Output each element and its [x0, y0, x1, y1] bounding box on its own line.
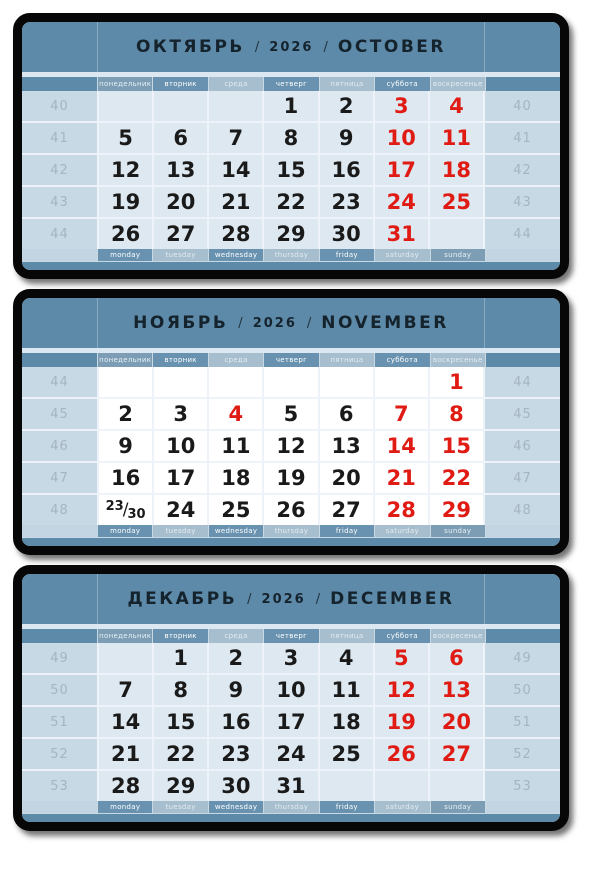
dayname-en-thursday: thursday — [263, 249, 318, 261]
dayname-en-saturday: saturday — [374, 249, 429, 261]
date-cell: 10 — [154, 431, 207, 461]
dayname-en-tuesday: tuesday — [152, 801, 207, 813]
dayname-ru-wednesday: среда — [208, 629, 263, 643]
dayname-en-sunday: sunday — [430, 801, 485, 813]
date-cell: 4 — [430, 91, 483, 121]
weekday-row-right-spacer — [485, 801, 560, 813]
week-number: 53 — [485, 771, 560, 801]
dayname-en-monday: monday — [97, 249, 152, 261]
dates-grid — [22, 91, 560, 249]
date-cell: 28 — [99, 771, 152, 801]
date-cell: 31 — [375, 219, 428, 249]
date-cell: 22 — [264, 187, 317, 217]
dayname-ru-saturday: суббота — [374, 353, 429, 367]
weekday-row-en — [22, 801, 560, 813]
dayname-ru-wednesday: среда — [208, 353, 263, 367]
date-cell: 21 — [99, 739, 152, 769]
date-cell: 3 — [154, 399, 207, 429]
date-cell: 11 — [209, 431, 262, 461]
date-cell: 20 — [430, 707, 483, 737]
weekday-row-ru — [22, 629, 560, 643]
date-cell: 14 — [375, 431, 428, 461]
date-cell: 15 — [264, 155, 317, 185]
week-number: 42 — [22, 155, 97, 185]
date-cell: 7 — [375, 399, 428, 429]
date-cell: 29 — [430, 495, 483, 525]
weekday-row-left-spacer — [22, 353, 97, 367]
date-cell: 25 — [209, 495, 262, 525]
week-number: 47 — [485, 463, 560, 493]
date-cell: 27 — [320, 495, 373, 525]
date-cell: 8 — [430, 399, 483, 429]
weekday-row-right-spacer — [485, 353, 560, 367]
weekday-row-right-spacer — [485, 77, 560, 91]
date-cell: 19 — [99, 187, 152, 217]
weekday-row-left-spacer — [22, 77, 97, 91]
dayname-en-sunday: sunday — [430, 525, 485, 537]
date-cell: 7 — [99, 675, 152, 705]
date-cell: 12 — [99, 155, 152, 185]
combined-date — [106, 500, 146, 520]
empty-date-cell — [154, 367, 207, 397]
week-number: 46 — [22, 431, 97, 461]
date-cell: 21 — [375, 463, 428, 493]
year-label: 2026 — [252, 315, 297, 331]
week-number: 50 — [485, 675, 560, 705]
date-cell: 18 — [320, 707, 373, 737]
weekday-row-ru — [22, 353, 560, 367]
bottom-bar — [22, 261, 560, 270]
dayname-en-monday: monday — [97, 525, 152, 537]
weekday-row-left-spacer — [22, 801, 97, 813]
date-cell: 11 — [320, 675, 373, 705]
combined-date-first: 23 — [105, 498, 124, 514]
dates-grid — [22, 367, 560, 525]
date-cell: 22 — [430, 463, 483, 493]
weekday-row-left-spacer — [22, 525, 97, 537]
dayname-ru-thursday: четверг — [263, 77, 318, 91]
month-name-ru: НОЯБРЬ — [133, 313, 229, 333]
empty-date-cell — [320, 367, 373, 397]
date-cell: 9 — [320, 123, 373, 153]
month-name-ru: ОКТЯБРЬ — [135, 37, 245, 57]
week-number: 44 — [22, 367, 97, 397]
date-cell: 2 — [320, 91, 373, 121]
date-cell: 28 — [209, 219, 262, 249]
week-number: 44 — [485, 367, 560, 397]
week-number: 47 — [22, 463, 97, 493]
year-label: 2026 — [269, 39, 314, 55]
empty-date-cell — [264, 367, 317, 397]
dayname-ru-saturday: суббота — [374, 77, 429, 91]
dayname-en-wednesday: wednesday — [208, 525, 263, 537]
date-cell: 31 — [264, 771, 317, 801]
dayname-en-sunday: sunday — [430, 249, 485, 261]
separator-slash: / — [323, 39, 328, 55]
dayname-en-friday: friday — [319, 525, 374, 537]
empty-date-cell — [430, 771, 483, 801]
empty-date-cell — [320, 771, 373, 801]
week-number: 45 — [485, 399, 560, 429]
date-cell: 24 — [264, 739, 317, 769]
dayname-en-monday: monday — [97, 801, 152, 813]
empty-date-cell — [99, 367, 152, 397]
weekday-row-right-spacer — [485, 249, 560, 261]
date-cell: 3 — [264, 643, 317, 673]
dayname-ru-sunday: воскресенье — [430, 77, 485, 91]
empty-date-cell — [99, 91, 152, 121]
week-number: 43 — [22, 187, 97, 217]
week-number: 48 — [22, 495, 97, 525]
date-cell: 16 — [99, 463, 152, 493]
week-number: 51 — [485, 707, 560, 737]
date-cell: 26 — [99, 219, 152, 249]
month-name-en: DECEMBER — [330, 589, 455, 609]
date-cell: 26 — [375, 739, 428, 769]
empty-date-cell — [375, 771, 428, 801]
dayname-en-saturday: saturday — [374, 525, 429, 537]
date-cell: 29 — [264, 219, 317, 249]
dayname-ru-monday: понедельник — [97, 77, 152, 91]
dayname-en-wednesday: wednesday — [208, 801, 263, 813]
date-cell: 6 — [320, 399, 373, 429]
date-cell: 11 — [430, 123, 483, 153]
bottom-bar — [22, 813, 560, 822]
weekday-row-en — [22, 249, 560, 261]
date-cell: 13 — [154, 155, 207, 185]
date-cell: 13 — [320, 431, 373, 461]
month-title — [127, 589, 454, 609]
weekday-row-left-spacer — [22, 249, 97, 261]
month-title — [133, 313, 449, 333]
date-cell: 24 — [375, 187, 428, 217]
date-cell: 28 — [375, 495, 428, 525]
date-cell: 20 — [154, 187, 207, 217]
date-cell: 10 — [264, 675, 317, 705]
dayname-ru-tuesday: вторник — [152, 629, 207, 643]
week-number: 48 — [485, 495, 560, 525]
dayname-ru-monday: понедельник — [97, 353, 152, 367]
date-cell: 9 — [209, 675, 262, 705]
date-cell: 15 — [154, 707, 207, 737]
date-cell: 5 — [264, 399, 317, 429]
date-cell: 2 — [99, 399, 152, 429]
combined-date-second: 30 — [127, 506, 146, 522]
date-cell: 12 — [375, 675, 428, 705]
dayname-en-saturday: saturday — [374, 801, 429, 813]
week-number: 43 — [485, 187, 560, 217]
date-cell — [99, 495, 152, 525]
month-block-october — [13, 13, 569, 279]
date-cell: 4 — [320, 643, 373, 673]
date-cell: 15 — [430, 431, 483, 461]
date-cell: 8 — [154, 675, 207, 705]
separator-slash: / — [247, 591, 252, 607]
date-cell: 20 — [320, 463, 373, 493]
date-cell: 30 — [209, 771, 262, 801]
dayname-ru-tuesday: вторник — [152, 353, 207, 367]
date-cell: 25 — [430, 187, 483, 217]
date-cell: 26 — [264, 495, 317, 525]
bottom-bar — [22, 537, 560, 546]
date-cell: 10 — [375, 123, 428, 153]
week-number: 49 — [485, 643, 560, 673]
date-cell: 1 — [154, 643, 207, 673]
week-number: 45 — [22, 399, 97, 429]
week-number: 53 — [22, 771, 97, 801]
date-cell: 9 — [99, 431, 152, 461]
date-cell: 18 — [430, 155, 483, 185]
week-number: 52 — [485, 739, 560, 769]
month-header — [22, 298, 560, 348]
date-cell: 29 — [154, 771, 207, 801]
week-number: 44 — [485, 219, 560, 249]
dayname-ru-friday: пятница — [319, 353, 374, 367]
month-name-ru: ДЕКАБРЬ — [127, 589, 238, 609]
dayname-ru-thursday: четверг — [263, 353, 318, 367]
empty-date-cell — [154, 91, 207, 121]
month-title — [136, 37, 446, 57]
week-number: 46 — [485, 431, 560, 461]
weekday-row-right-spacer — [485, 525, 560, 537]
empty-date-cell — [375, 367, 428, 397]
date-cell: 19 — [264, 463, 317, 493]
date-cell: 1 — [430, 367, 483, 397]
month-block-december — [13, 565, 569, 831]
date-cell: 23 — [209, 739, 262, 769]
month-name-en: NOVEMBER — [321, 313, 449, 333]
date-cell: 17 — [375, 155, 428, 185]
dayname-en-wednesday: wednesday — [208, 249, 263, 261]
weekday-row-right-spacer — [485, 629, 560, 643]
week-number: 42 — [485, 155, 560, 185]
dayname-en-tuesday: tuesday — [152, 525, 207, 537]
dayname-ru-monday: понедельник — [97, 629, 152, 643]
weekday-row-en — [22, 525, 560, 537]
weekday-row-left-spacer — [22, 629, 97, 643]
date-cell: 3 — [375, 91, 428, 121]
dayname-en-friday: friday — [319, 801, 374, 813]
dayname-ru-wednesday: среда — [208, 77, 263, 91]
date-cell: 18 — [209, 463, 262, 493]
date-cell: 13 — [430, 675, 483, 705]
dayname-en-tuesday: tuesday — [152, 249, 207, 261]
month-block-november — [13, 289, 569, 555]
week-number: 40 — [485, 91, 560, 121]
date-cell: 8 — [264, 123, 317, 153]
empty-date-cell — [99, 643, 152, 673]
date-cell: 22 — [154, 739, 207, 769]
week-number: 49 — [22, 643, 97, 673]
combined-date-slash: / — [122, 500, 129, 520]
date-cell: 16 — [209, 707, 262, 737]
date-cell: 12 — [264, 431, 317, 461]
date-cell: 6 — [430, 643, 483, 673]
dayname-ru-friday: пятница — [319, 77, 374, 91]
weekday-row-ru — [22, 77, 560, 91]
empty-date-cell — [209, 91, 262, 121]
dayname-ru-friday: пятница — [319, 629, 374, 643]
empty-date-cell — [209, 367, 262, 397]
date-cell: 1 — [264, 91, 317, 121]
separator-slash: / — [238, 315, 243, 331]
week-number: 44 — [22, 219, 97, 249]
date-cell: 24 — [154, 495, 207, 525]
date-cell: 27 — [430, 739, 483, 769]
week-number: 41 — [485, 123, 560, 153]
dayname-ru-tuesday: вторник — [152, 77, 207, 91]
date-cell: 30 — [320, 219, 373, 249]
week-number: 40 — [22, 91, 97, 121]
date-cell: 23 — [320, 187, 373, 217]
separator-slash: / — [315, 591, 321, 607]
dayname-ru-sunday: воскресенье — [430, 353, 485, 367]
month-name-en: OCTOBER — [337, 37, 447, 57]
year-label: 2026 — [261, 591, 306, 607]
week-number: 50 — [22, 675, 97, 705]
month-header — [22, 574, 560, 624]
date-cell: 14 — [99, 707, 152, 737]
separator-slash: / — [306, 315, 312, 331]
date-cell: 5 — [375, 643, 428, 673]
date-cell: 7 — [209, 123, 262, 153]
dayname-en-friday: friday — [319, 249, 374, 261]
week-number: 41 — [22, 123, 97, 153]
week-number: 52 — [22, 739, 97, 769]
date-cell: 25 — [320, 739, 373, 769]
date-cell: 17 — [264, 707, 317, 737]
dayname-ru-sunday: воскресенье — [430, 629, 485, 643]
separator-slash: / — [254, 39, 260, 55]
month-header — [22, 22, 560, 72]
dayname-ru-saturday: суббота — [374, 629, 429, 643]
dayname-en-thursday: thursday — [263, 801, 318, 813]
date-cell: 16 — [320, 155, 373, 185]
date-cell: 5 — [99, 123, 152, 153]
date-cell: 2 — [209, 643, 262, 673]
date-cell: 17 — [154, 463, 207, 493]
week-number: 51 — [22, 707, 97, 737]
date-cell: 4 — [209, 399, 262, 429]
date-cell: 6 — [154, 123, 207, 153]
dayname-ru-thursday: четверг — [263, 629, 318, 643]
empty-date-cell — [430, 219, 483, 249]
date-cell: 14 — [209, 155, 262, 185]
dates-grid — [22, 643, 560, 801]
date-cell: 27 — [154, 219, 207, 249]
dayname-en-thursday: thursday — [263, 525, 318, 537]
date-cell: 21 — [209, 187, 262, 217]
date-cell: 19 — [375, 707, 428, 737]
